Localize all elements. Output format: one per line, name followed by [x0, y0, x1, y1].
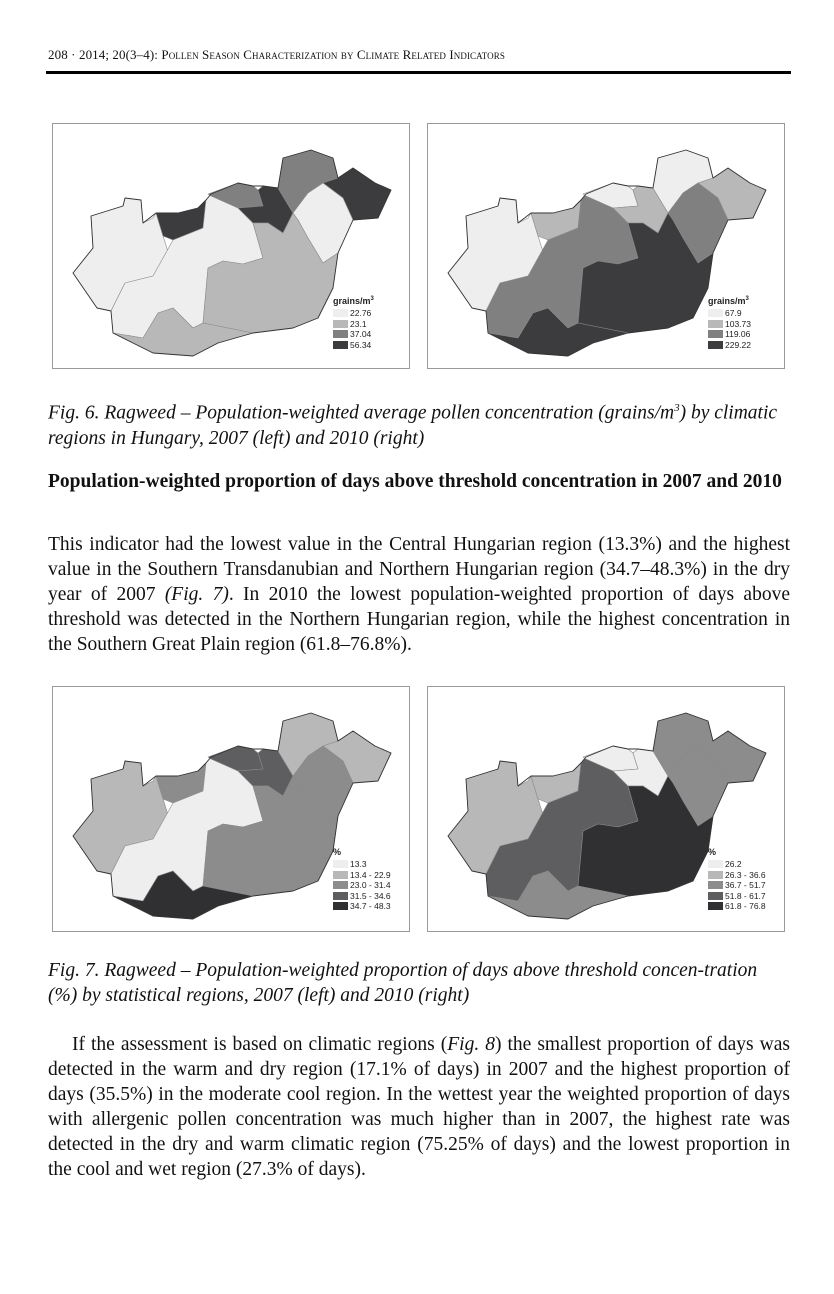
legend-entry [708, 891, 766, 902]
legend-label: 36.7 - 51.7 [725, 880, 766, 891]
legend-swatch [708, 892, 723, 900]
fig6-map-2007 [52, 123, 410, 369]
section-heading: Population-weighted proportion of days above threshold concentration in 2007 and 2010 [48, 471, 782, 492]
legend-label: 56.34 [350, 339, 372, 350]
legend-label: 51.8 - 61.7 [725, 890, 766, 901]
legend-label: 34.7 - 48.3 [350, 901, 391, 912]
legend-swatch [333, 860, 348, 868]
running-header [48, 47, 505, 63]
legend-label: 22.76 [350, 308, 372, 319]
figure-6-caption: Fig. 6. Ragweed – Population-weighted average pollen concentration $(grains/m^3)$ by climatic regions in Hungary, 2007 (left) and 2010 (right) [48, 402, 778, 449]
page-number: 208 [48, 47, 68, 62]
legend-entry [333, 901, 391, 912]
legend-label: 23.1 [350, 318, 367, 329]
running-title: Pollen Season Characterization by Climate Related Indicators [161, 47, 505, 62]
header-separator: · [71, 47, 76, 62]
legend-entry [333, 880, 391, 891]
legend-entry [708, 340, 751, 351]
legend-swatch [333, 341, 348, 349]
legend-entry [333, 859, 391, 870]
legend-entry [708, 319, 751, 330]
legend-label: 61.8 - 76.8 [725, 901, 766, 912]
map-legend [708, 847, 766, 912]
legend-entry [333, 319, 374, 330]
legend-title: grains/$m^3$ [708, 296, 749, 306]
fig7-map-2007 [52, 686, 410, 932]
legend-label: 23.0 - 31.4 [350, 880, 391, 891]
legend-swatch [333, 892, 348, 900]
legend-swatch [708, 320, 723, 328]
legend-label: 119.06 [725, 329, 751, 340]
legend-label: 26.2 [725, 859, 742, 870]
legend-swatch [708, 309, 723, 317]
legend-swatch [333, 871, 348, 879]
legend-label: 229.22 [725, 339, 751, 350]
legend-entry [333, 340, 374, 351]
legend-entry [708, 329, 751, 340]
legend-title: % [333, 847, 342, 857]
legend-swatch [333, 881, 348, 889]
legend-entry [333, 329, 374, 340]
legend-swatch [333, 320, 348, 328]
legend-title: grains/$m^3$ [333, 296, 374, 306]
figure-reference: (Fig. 7) [164, 584, 229, 605]
legend-swatch [333, 330, 348, 338]
legend-label: 13.4 - 22.9 [350, 869, 391, 880]
figure-reference: Fig. 8 [447, 1034, 495, 1055]
paragraph-1: This indicator had the lowest value in the Central Hungarian region (13.3%) and the highest value in the Southern Transdanubian and Northern Hungarian region (34.7–48.3%) in the dry year of 2007 (Fig. 7). In 2010 the lowest population-weighted proportion of days above threshold was detected in the Northern Hungarian region, while the highest concentration in the Southern Great Plain region (61.8–76.8%). [48, 534, 790, 655]
legend-swatch [708, 902, 723, 910]
legend-label: 31.5 - 34.6 [350, 890, 391, 901]
map-legend [333, 296, 374, 350]
legend-swatch [708, 330, 723, 338]
legend-title: % [708, 847, 717, 857]
fig6-map-2010 [427, 123, 785, 369]
legend-label: 26.3 - 36.6 [725, 869, 766, 880]
legend-swatch [333, 309, 348, 317]
legend-swatch [708, 341, 723, 349]
legend-entry [708, 859, 766, 870]
legend-label: 37.04 [350, 329, 372, 340]
legend-swatch [708, 860, 723, 868]
legend-swatch [708, 881, 723, 889]
legend-swatch [708, 871, 723, 879]
map-legend [708, 296, 751, 350]
map-legend [333, 847, 391, 912]
legend-entry [333, 870, 391, 881]
legend-entry [708, 308, 751, 319]
citation: 2014; 20(3–4): [78, 47, 159, 62]
legend-entry [333, 308, 374, 319]
legend-label: 103.73 [725, 318, 751, 329]
legend-label: 67.9 [725, 308, 742, 319]
paragraph-2: If the assessment is based on climatic regions (Fig. 8) the smallest proportion of days was detected in the warm and dry region (17.1% of days) in 2007 and the highest proportion of days (35.5%) in the moderate cool region. In the wettest year the weighted proportion of days with allergenic pollen concentration was much higher than in 2007, the highest rate was detected in the dry and warm climatic region (75.25% of days) and the lowest proportion in the cool and wet region (27.3% of days). [48, 1034, 790, 1180]
figure-7-caption: Fig. 7. Ragweed – Population-weighted proportion of days above threshold concen-tration (%) by statistical regions, 2007 (left) and 2010 (right) [48, 960, 758, 1006]
header-rule [46, 71, 791, 74]
legend-entry [708, 870, 766, 881]
legend-entry [333, 891, 391, 902]
legend-entry [708, 880, 766, 891]
legend-entry [708, 901, 766, 912]
legend-label: 13.3 [350, 859, 367, 870]
legend-swatch [333, 902, 348, 910]
fig7-map-2010 [427, 686, 785, 932]
